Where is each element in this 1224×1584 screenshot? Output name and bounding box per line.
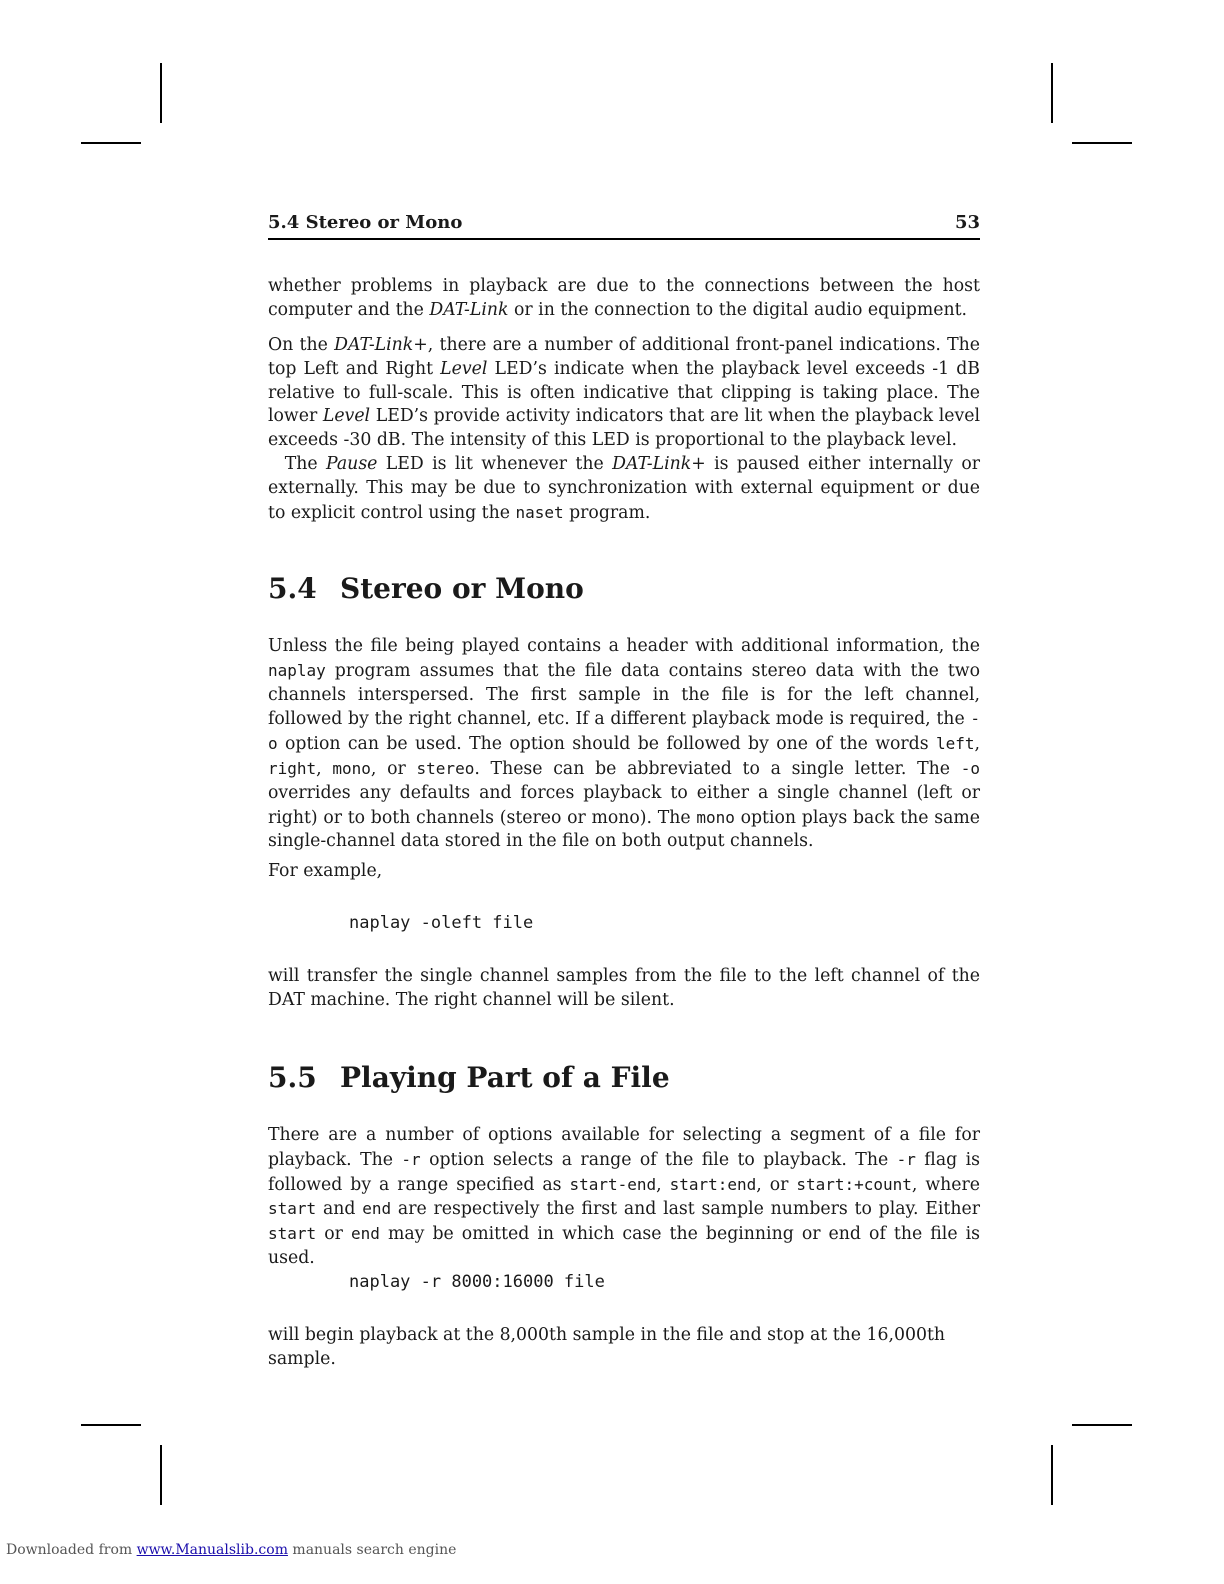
inline-code: stereo	[416, 758, 475, 778]
crop-mark	[1072, 1424, 1132, 1426]
section-number: 5.4	[268, 572, 317, 605]
section-5-4-paragraph-2: For example,	[268, 861, 383, 881]
section-number: 5.5	[268, 1061, 317, 1094]
code-example-2: naplay -r 8000:16000 file	[349, 1272, 605, 1292]
footer-suffix: manuals search engine	[287, 1542, 457, 1558]
inline-code: left	[935, 734, 975, 754]
inline-code: right	[268, 758, 317, 778]
inline-code: start	[268, 1199, 317, 1219]
crop-mark	[1051, 63, 1053, 123]
section-5-5-paragraph-1: There are a number of options available for selecting a segment of a file for playback. The -r option selects a range of the file to playback. The -r flag is followed by a range specified as start-end, start:end, or start:+count, where start and end are respectively the first and last sample numbers to play. Either start or end may be omitted in which case the beginning or end of the file is used.	[268, 1125, 981, 1268]
section-heading-5-5	[268, 1061, 670, 1094]
footer-prefix: Downloaded from	[6, 1542, 137, 1558]
crop-mark	[160, 1445, 162, 1505]
inline-code: start:+count	[796, 1174, 912, 1194]
inline-code: end	[362, 1199, 392, 1219]
inline-code: -o	[268, 709, 980, 754]
inline-code: -r	[401, 1149, 421, 1169]
inline-code: -o	[960, 758, 980, 778]
section-5-4-paragraph-3: will transfer the single channel samples from the file to the left channel of the DAT machine. The right channel will be silent.	[268, 966, 980, 1010]
emphasis-term: DAT-Link	[429, 299, 509, 320]
emphasis-term: Level	[440, 358, 488, 379]
download-footer	[6, 1542, 456, 1558]
intro-paragraph-2: On the DAT-Link+, there are a number of additional front-panel indications. The top Left and Right Level LED’s indicate when the playback level exceeds -1 dB relative to full-scale. This is often indicative that clipping is taking place. The lower Level LED’s provide activity indicators that are lit when the playback level exceeds -30 dB. The intensity of this LED is proportional to the playback level. The Pause LED is lit whenever the DAT-Link+ is paused either internally or externally. This may be due to synchronization with external equipment or due to explicit control using the naset program.	[268, 335, 980, 523]
emphasis-term: Pause	[326, 453, 378, 474]
inline-code: start-end	[569, 1174, 657, 1194]
inline-code: mono	[332, 758, 371, 778]
inline-code: start	[268, 1224, 317, 1244]
intro-paragraph-1: whether problems in playback are due to the connections between the host computer and the DAT-Link or in the connection to the digital audio equipment.	[268, 276, 980, 320]
section-title: Playing Part of a File	[340, 1061, 670, 1094]
emphasis-term: DAT-Link+	[334, 335, 428, 355]
inline-code: end	[350, 1224, 380, 1244]
manualslib-link[interactable]: www.Manualslib.com	[136, 1542, 288, 1558]
header-section-title: 5.4 Stereo or Mono	[268, 212, 463, 233]
page-number: 53	[954, 212, 980, 233]
crop-mark	[1051, 1445, 1053, 1505]
inline-code: naplay	[268, 660, 326, 680]
running-header	[268, 212, 980, 240]
inline-code: -r	[896, 1149, 916, 1169]
section-5-4-paragraph-1: Unless the file being played contains a header with additional information, the naplay program assumes that the file data contains stereo data with the two channels interspersed. The first sample in the file is for the left channel, followed by the right channel, etc. If a different playback mode is required, the -o option can be used. The option should be followed by one of the words left, right, mono, or stereo. These can be abbreviated to a single letter. The -o overrides any defaults and forces playback to either a single channel (left or right) or to both channels (stereo or mono). The mono option plays back the same single-channel data stored in the file on both output channels.	[268, 636, 980, 852]
crop-mark	[160, 63, 162, 123]
inline-code: start:end	[669, 1174, 757, 1194]
emphasis-term: DAT-Link+	[612, 453, 706, 474]
inline-code: mono	[696, 807, 735, 827]
section-5-5-paragraph-2: will begin playback at the 8,000th sample in the file and stop at the 16,000th sample.	[268, 1325, 946, 1369]
crop-mark	[81, 1424, 141, 1426]
inline-code: naset	[515, 502, 564, 522]
crop-mark	[81, 142, 141, 144]
emphasis-term: Level	[322, 406, 371, 427]
crop-mark	[1072, 142, 1132, 144]
section-title: Stereo or Mono	[340, 572, 584, 605]
code-example-1: naplay -oleft file	[349, 913, 534, 933]
section-heading-5-4	[268, 572, 584, 605]
